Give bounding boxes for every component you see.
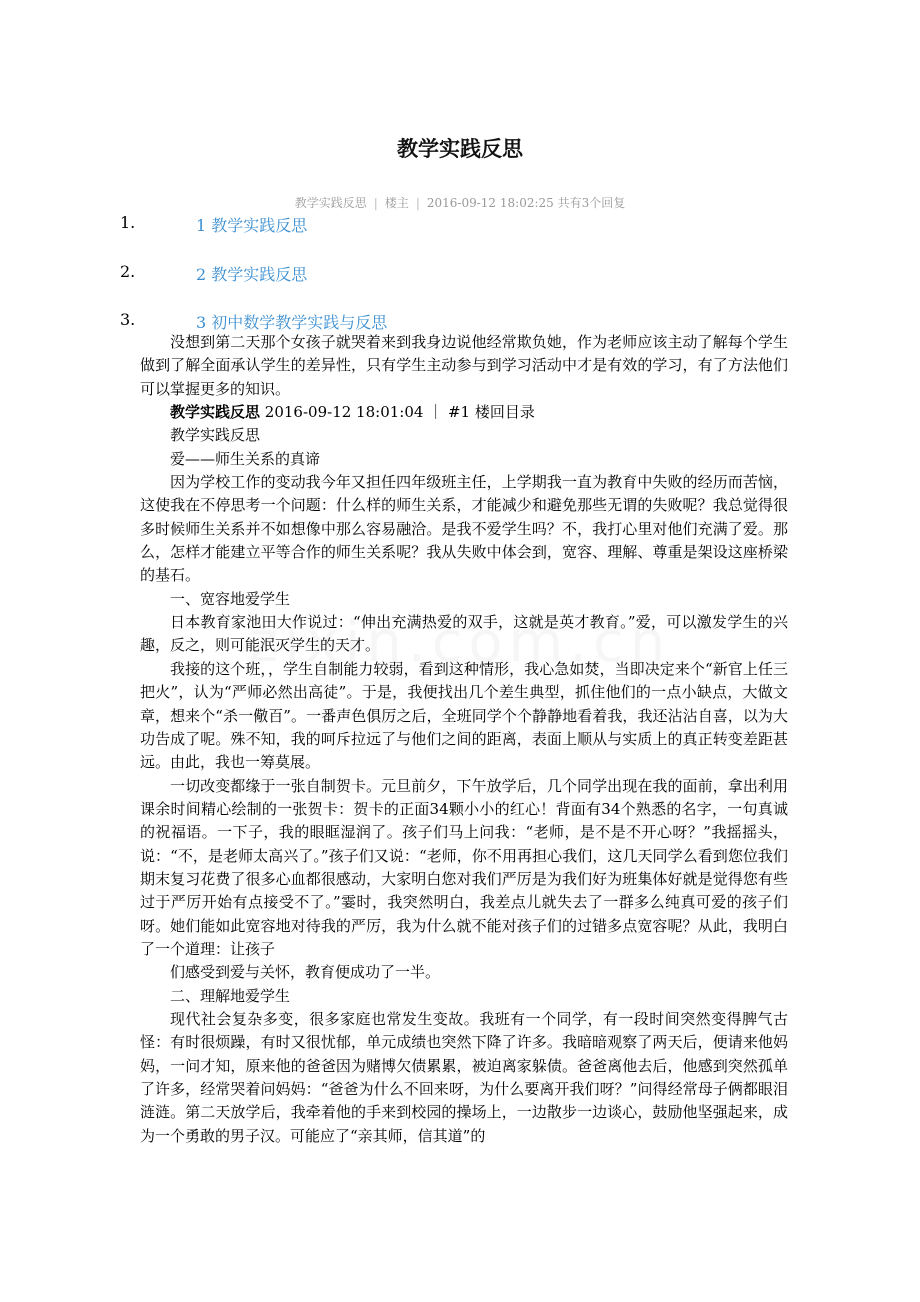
paragraph: 爱——师生关系的真谛 (170, 449, 321, 468)
post-author[interactable]: 教学实践反思 (170, 403, 261, 422)
meta-replies: 共有3个回复 (557, 196, 626, 210)
meta-role: 楼主 (384, 196, 409, 210)
paragraph: 我接的这个班，，学生自制能力较弱，看到这种情形，我心急如焚，当即决定来个“新官上任三把火”，认为“严师必然出高徒”。于是，我便找出几个差生典型，抓住他们的一点小缺点，大做文章，想来个“杀一儆百”。一番声色俱厉之后，全班同学个个静静地看着我，我还沾沾自喜，以为大功告成了呢。殊不知，我的呵斥拉远了与他们之间的距离，表面上顺从与实质上的真正转变差距甚远。由此，我也一筹莫展。 (140, 659, 788, 772)
paragraph: 因为学校工作的变动我今年又担任四年级班主任，上学期我一直为教育中失败的经历而苦恼，这使我在不停思考一个问题：什么样的师生关系，才能减少和避免那些无谓的失败呢？我总觉得很多时候师生关系并不如想像中那么容易融洽。是我不爱学生吗？不，我打心里对他们充满了爱。那么，怎样才能建立平等合作的师生关系呢？我从失败中体会到，宽容、理解、尊重是架设这座桥梁的基石。 (140, 473, 788, 585)
article-body (140, 331, 788, 1148)
paragraph: 教学实践反思 (170, 426, 261, 445)
paragraph: 日本教育家池田大作说过：“伸出充满热爱的双手，这就是英才教育。”爱，可以激发学生的兴趣，反之，则可能泯灭学生的天才。 (140, 613, 788, 655)
toc-number: 3. (120, 310, 136, 329)
section-heading: 二、理解地爱学生 (170, 986, 291, 1005)
post-floor[interactable]: ｜ #1 楼回目录 (428, 403, 535, 422)
toc-number: 1. (120, 213, 136, 232)
post-header (140, 401, 788, 424)
paragraph: 现代社会复杂多变，很多家庭也常发生变故。我班有一个同学，有一段时间突然变得脾气古怪：有时很烦躁，有时又很忧郁，单元成绩也突然下降了许多。我暗暗观察了两天后，便请来他妈妈，一问才知，原来他的爸爸因为赌博欠债累累，被迫离家躲债。爸爸离他去后，他感到突然孤单了许多，经常哭着问妈妈：“爸爸为什么不回来呀，为什么要离开我们呀？”问得经常母子俩都眼泪涟涟。第二天放学后，我牵着他的手来到校园的操场上，一边散步一边谈心，鼓励他坚强起来，成为一个勇敢的男子汉。可能应了“亲其师，信其道”的 (140, 1009, 788, 1145)
toc-link[interactable]: 1 教学实践反思 (196, 216, 308, 235)
toc-number: 2. (120, 262, 136, 281)
page-title: 教学实践反思 (397, 137, 523, 161)
paragraph: 一切改变都缘于一张自制贺卡。元旦前夕，下午放学后，几个同学出现在我的面前，拿出利用课余时间精心绘制的一张贺卡：贺卡的正面34颗小小的红心！背面有34个熟悉的名字，一句真诚的祝福语。一下子，我的眼眶湿润了。孩子们马上问我：“老师，是不是不开心呀？”我摇摇头，说：“不，是老师太高兴了。”孩子们又说：“老师，你不用再担心我们，这几天同学么看到您位我们期末复习花费了很多心血都很感动，大家明白您对我们严厉是为我们好为班集体好就是觉得您有些过于严厉开始有点接受不了。”霎时，我突然明白，我差点儿就失去了一群多么纯真可爱的孩子们呀。她们能如此宽容地对待我的严厉，我为什么就不能对孩子们的过错多点宽容呢？从此，我明白了一个道理：让孩子 (140, 776, 788, 958)
intro-paragraph: 没想到第二天那个女孩子就哭着来到我身边说他经常欺负她，作为老师应该主动了解每个学生做到了解全面承认学生的差异性，只有学生主动参与到学习活动中才是有效的学习，有了方法他们可以掌握更多的知识。 (140, 333, 788, 398)
meta-author[interactable]: 教学实践反思 (294, 196, 367, 210)
section-heading: 一、宽容地爱学生 (170, 589, 291, 608)
meta-datetime: 2016-09-12 18:02:25 (426, 196, 554, 210)
paragraph: 们感受到爱与关怀，教育便成功了一半。 (170, 963, 441, 982)
toc-link[interactable]: 2 教学实践反思 (196, 265, 308, 284)
post-meta: 教学实践反思 | 楼主 | 2016-09-12 18:02:25 共有3个回复 (294, 196, 626, 210)
post-datetime: 2016-09-12 18:01:04 (264, 403, 424, 422)
toc-link[interactable]: 3 初中数学教学实践与反思 (196, 313, 388, 332)
